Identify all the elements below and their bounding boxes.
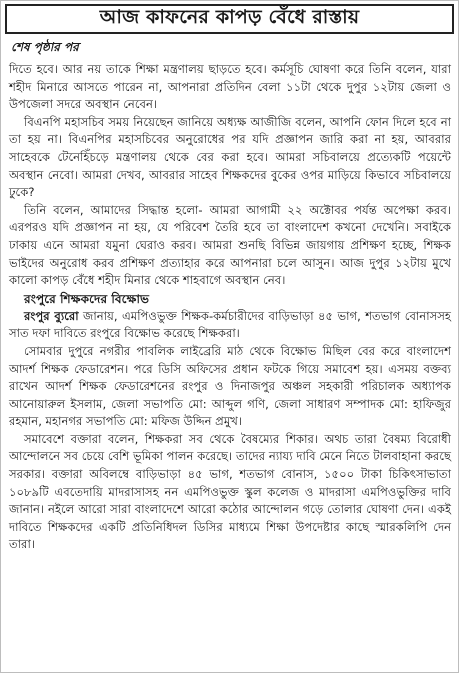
paragraph-2: বিএনপি মহাসচিব সময় নিয়েছেন জানিয়ে অধ্যক্ষ আজীজি বলেন, আপনি ফোন দিলে হবে না তা হয় না। বিএনপির মহাসচিবের অনুরোধের পর যদি প্রজ্ঞাপন জারি করা না হয়, আবরার সাহেবকে টেনেহিঁচড়ে মন্ত্রণালয় থেকে বের করা হবে। আমরা সচিবালয়ে প্রত্যেকটি পয়েন্টে অবস্থান নেবো। আমরা দেখব, আবরার সাহেব শিক্ষকদের বুকের ওপর মাড়িয়ে কিভাবে সচিবালয়ে ঢুকে? — [9, 114, 451, 200]
byline-text: জানায়, এমপিওভুক্ত শিক্ষক-কর্মচারীদের বাড়িভাড়া ৪৫ ভাগ, শতভাগ বোনাসসহ সাত দফা দাবিতে রংপুরে বিক্ষোভ করেছে শিক্ষকরা। — [9, 308, 451, 341]
paragraph-1: দিতে হবে। আর নয় তাকে শিক্ষা মন্ত্রণালয় ছাড়তে হবে। কর্মসূচি ঘোষণা করে তিনি বলেন, যারা শহীদ মিনারে আসতে পারেন না, আপনারা প্রতিদিন বেলা ১১টা থেকে দুপুর ১২টায় জেলা ও উপজেলা সদরে অবস্থান নেবেন। — [9, 62, 451, 112]
headline-box — [5, 4, 454, 34]
article-body — [1, 61, 458, 554]
paragraph-6: সমাবেশে বক্তারা বলেন, শিক্ষকরা সব থেকে বৈষম্যের শিকার। অথচ তারা বৈষম্য বিরোধী আন্দোলনে সব চেয়ে বেশি ভূমিকা পালন করেছে। তাদের ন্যায্য দাবি মেনে নিতে টালবাহানা করছে সরকার। বক্তারা অবিলম্বে বাড়িভাড়া ৪৫ ভাগ, শতভাগ বোনাস, ১৫০০ টাকা চিকিৎসাভাতা ১০৮৯টি এবতেদায়ি মাদরাসাসহ নন এমপিওভুক্ত স্কুল কলেজ ও মাদরাসা এমপিওভুক্তির দাবি জানান। নইলে আরো সারা বাংলাদেশে আরো কঠোর আন্দোলন গড়ে তোলার ঘোষণা দেন। একই দাবিতে শিক্ষকদের একটি প্রতিনিধিদল ডিসির মাধ্যমে শিক্ষা উপদেষ্টার কাছে স্মারকলিপি দেন তারা। — [9, 431, 451, 552]
paragraph-5: সোমবার দুপুরে নগরীর পাবলিক লাইব্রেরি মাঠ থেকে বিক্ষোভ মিছিল বের করে বাংলাদেশ আদর্শ শিক্ষক ফেডারেশন। পরে ডিসি অফিসের প্রধান ফটকে গিয়ে সমাবেশ হয়। এসময় বক্তব্য রাখেন আদর্শ শিক্ষক ফেডারেশনের রংপুর ও দিনাজপুর অঞ্চল সহকারী পরিচালক অধ্যাপক আনোয়ারুল ইসলাম, জেলা সভাপতি মো: আব্দুল গণি, জেলা সাধারণ সম্পাদক মো: হাফিজুর রহমান, মহানগর সভাপতি মো: মফিজ উদ্দিন প্রমুখ। — [9, 343, 451, 429]
byline-paragraph — [9, 308, 451, 343]
continuation-label: শেষ পৃষ্ঠার পর — [11, 40, 79, 54]
headline: আজ কাফনের কাপড় বেঁধে রাস্তায় — [99, 6, 360, 28]
byline: রংপুর ব্যুরো — [24, 308, 79, 323]
subheading: রংপুরে শিক্ষকদের বিক্ষোভ — [24, 291, 150, 306]
paragraph-3: তিনি বলেন, আমাদের সিদ্ধান্ত হলো- আমরা আগামী ২২ অক্টোবর পর্যন্ত অপেক্ষা করব। এরপরও যদি প্রজ্ঞাপন না হয়, যে পরিবেশ তৈরি হবে তা বাংলাদেশ কখনো দেখেনি। সবাইকে ঢাকায় এনে আমরা যমুনা ঘেরাও করব। আমরা শুনছি বিভিন্ন জায়গায় প্রশিক্ষণ হচ্ছে, শিক্ষক ভাইদের অনুরোধ করব প্রশিক্ষণ প্রত্যাহার করে আপনারা চলে আসুন। আজ দুপুর ১২টায় মুখে কালো কাপড় বেঁধে শহীদ মিনার থেকে শাহবাগে অবস্থান নেব। — [9, 202, 451, 288]
